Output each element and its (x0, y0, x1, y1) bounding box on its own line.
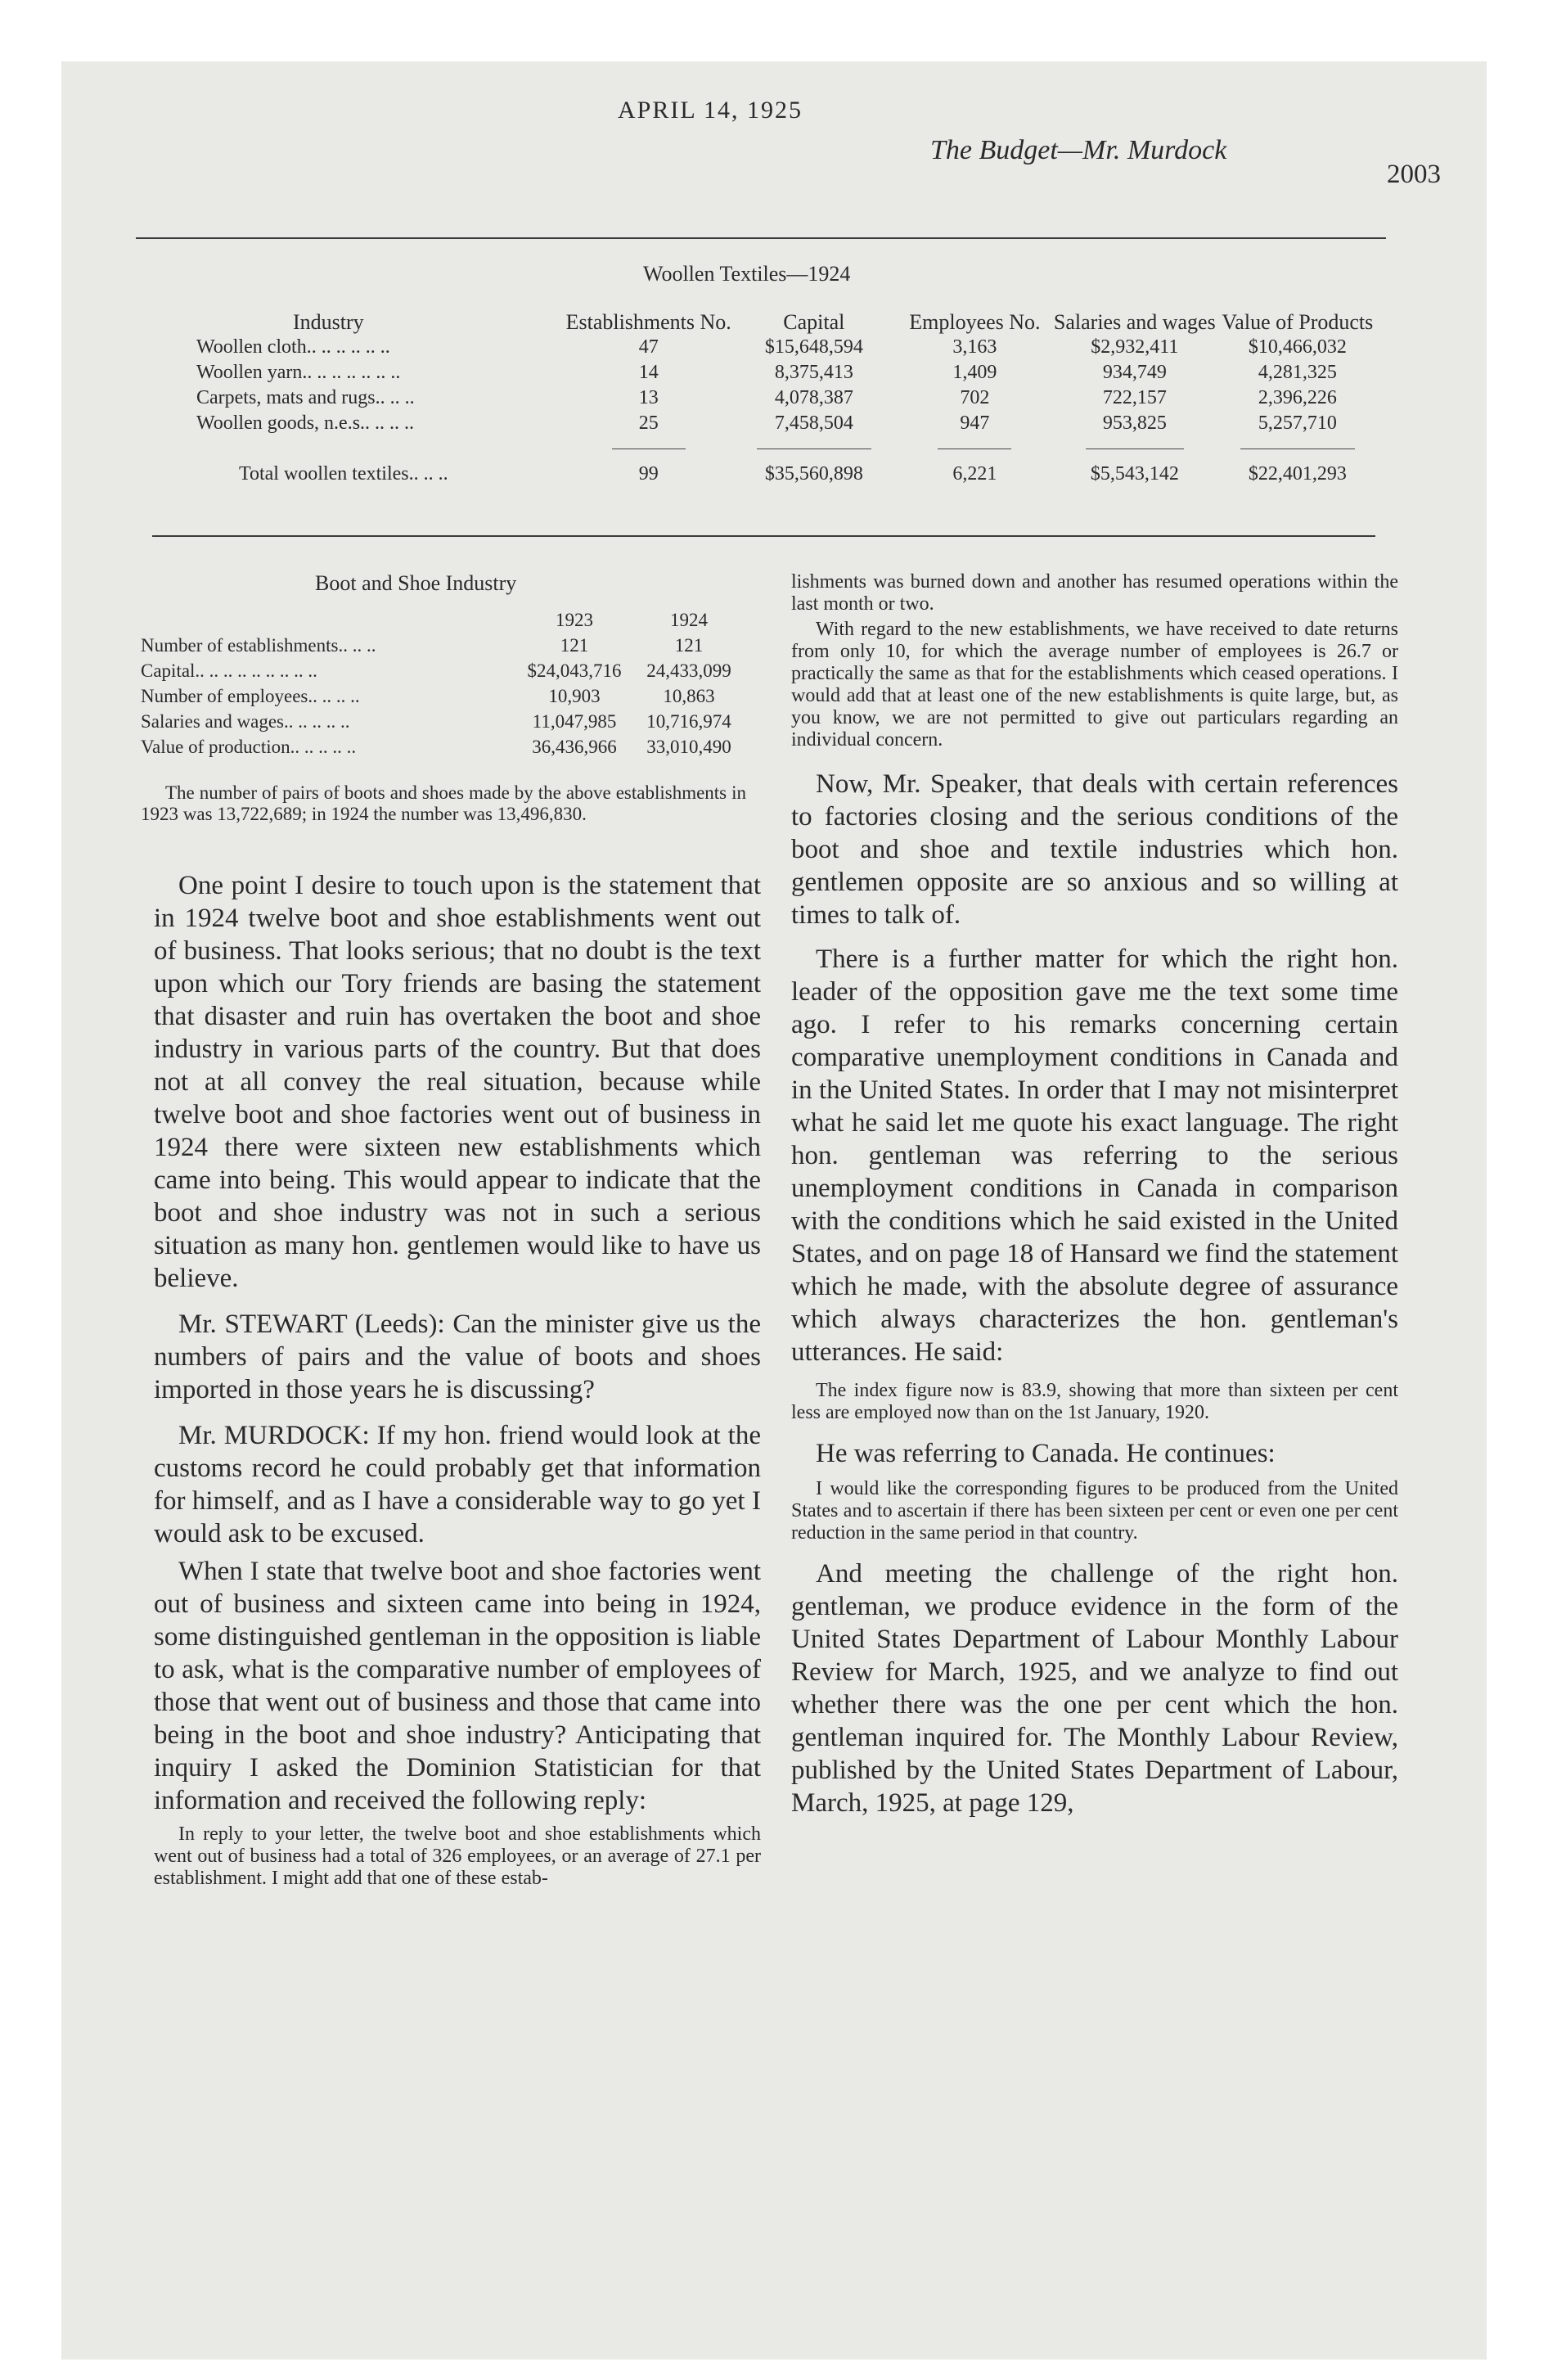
table-row: Woollen yarn.. .. .. .. .. .. .. 14 8,375,413 1,409 934,749 4,281,325 (196, 362, 1337, 383)
woollen-header-row (196, 309, 1379, 335)
table-row: Value of production.. .. .. .. .. 36,436,966 33,010,490 (141, 736, 731, 757)
woollen-table-title: Woollen Textiles—1924 (643, 262, 851, 286)
paragraph: Mr. STEWART (Leeds): Can the minister give us the numbers of pairs and the value of boots and shoes imported in those years he is discussing? (154, 1309, 761, 1404)
boot-table-note: The number of pairs of boots and shoes made by the above establishments in 1923 was 13,722,689; in 1924 the number was 13,496,830. (141, 782, 746, 824)
left-column-text (154, 869, 761, 1890)
paragraph: He was referring to Canada. He continues: (816, 1439, 1276, 1468)
table-row: Woollen goods, n.e.s.. .. .. .. 25 7,458,504 947 953,825 5,257,710 (196, 412, 1337, 434)
running-title: The Budget—Mr. Murdock (930, 135, 1227, 165)
col-industry: Industry (293, 310, 364, 334)
boot-table (141, 607, 746, 760)
col-salaries: Salaries and wages (1053, 310, 1216, 334)
col-capital: Capital (783, 310, 845, 334)
table-row: Woollen cloth.. .. .. .. .. .. 47 $15,648,594 3,163 $2,932,411 $10,466,032 (196, 336, 1347, 358)
table-row: Carpets, mats and rugs.. .. .. 13 4,078,387 702 722,157 2,396,226 (196, 387, 1337, 408)
table-row: Number of employees.. .. .. .. 10,903 10,863 (141, 685, 715, 706)
table-row: Salaries and wages.. .. .. .. .. 11,047,985 10,716,974 (141, 710, 731, 732)
table-row: Number of establishments.. .. .. 121 121 (141, 634, 704, 656)
header-rule (136, 237, 1386, 239)
subtotal-rule-row (196, 436, 1379, 462)
quotation: I would like the corresponding figures to be produced from the United States and to ascertain if there has been sixteen per cent or even one per cent reduction in the same period in that country. (791, 1478, 1398, 1544)
boot-year-row: 1923 1924 (556, 609, 708, 630)
table-total-row: Total woollen textiles.. .. .. 99 $35,560,898 6,221 $5,543,142 $22,401,293 (239, 463, 1347, 485)
right-column-text (791, 571, 1398, 1819)
quoted-letter-cont: lishments was burned down and another has resumed operations within the last month or two. (791, 571, 1398, 615)
header-date: APRIL 14, 1925 (618, 97, 803, 124)
paragraph: There is a further matter for which the right hon. leader of the opposition gave me the text some time ago. I refer to his remarks concerning certain comparative unemployment conditions in Canada and in the United States. In order that I may not misinterpret what he said let me quote his exact language. The right hon. gentleman was referring to the serious unemployment conditions in Canada in comparison with the conditions which he said existed in the United States, and on page 18 of Hansard we find the statement which he made, with the absolute degree of assurance which always characterizes the hon. gentleman's utterances. He said: (791, 944, 1398, 1367)
boot-table-title: Boot and Shoe Industry (315, 571, 517, 595)
col-employees: Employees No. (909, 310, 1041, 334)
col-establishments: Establishments No. (565, 310, 731, 334)
table-row: Capital.. .. .. .. .. .. .. .. .. $24,043,716 24,433,099 (141, 660, 731, 681)
woollen-table (196, 309, 1379, 487)
quotation: The index figure now is 83.9, showing that more than sixteen per cent less are employed now than on the 1st January, 1920. (791, 1380, 1398, 1423)
quoted-letter: In reply to your letter, the twelve boot and shoe establishments which went out of business had a total of 326 employees, or an average of 27.1 per establishment. I might add that one of these estab- (154, 1823, 761, 1889)
table-bottom-rule (152, 535, 1375, 537)
paragraph: And meeting the challenge of the right hon. gentleman, we produce evidence in the form of the United States Department of Labour Monthly Labour Review for March, 1925, and we analyze to find out whether there was the one per cent which the hon. gentleman inquired for. The Monthly Labour Review, published by the United States Department of Labour, March, 1925, at page 129, (791, 1559, 1398, 1818)
paragraph: When I state that twelve boot and shoe factories went out of business and sixteen came into being in 1924, some distinguished gentleman in the opposition is liable to ask, what is the comparative number of employees of those that went out of business and those that came into being in the boot and shoe industry? Anticipating that inquiry I asked the Dominion Statistician for that information and received the following reply: (154, 1557, 761, 1815)
paragraph: Now, Mr. Speaker, that deals with certain references to factories closing and the serious conditions of the boot and shoe and textile industries which hon. gentlemen opposite are so anxious and so willing at times to talk of. (791, 769, 1398, 930)
col-value: Value of Products (1222, 310, 1374, 334)
paragraph: One point I desire to touch upon is the statement that in 1924 twelve boot and shoe establishments went out of business. That looks serious; that no doubt is the text upon which our Tory friends are basing the statement that disaster and ruin has overtaken the boot and shoe industry in various parts of the country. But that does not at all convey the real situation, because while twelve boot and shoe factories went out of business in 1924 there were sixteen new establishments which came into being. This would appear to indicate that the boot and shoe industry was not in such a serious situation as many hon. gentlemen would like to have us believe. (154, 871, 761, 1293)
quoted-letter-cont: With regard to the new establishments, we have received to date returns from only 10, for which the average number of employees is 26.7 or practically the same as that for the establishments which ceased operations. I would add that at least one of the new establishments is quite large, but, as you know, we are not permitted to give out particulars regarding an individual concern. (791, 619, 1398, 751)
paragraph: Mr. MURDOCK: If my hon. friend would look at the customs record he could probably get that information for himself, and as I have a considerable way to go yet I would ask to be excused. (154, 1421, 761, 1548)
page-number: 2003 (1387, 160, 1441, 189)
